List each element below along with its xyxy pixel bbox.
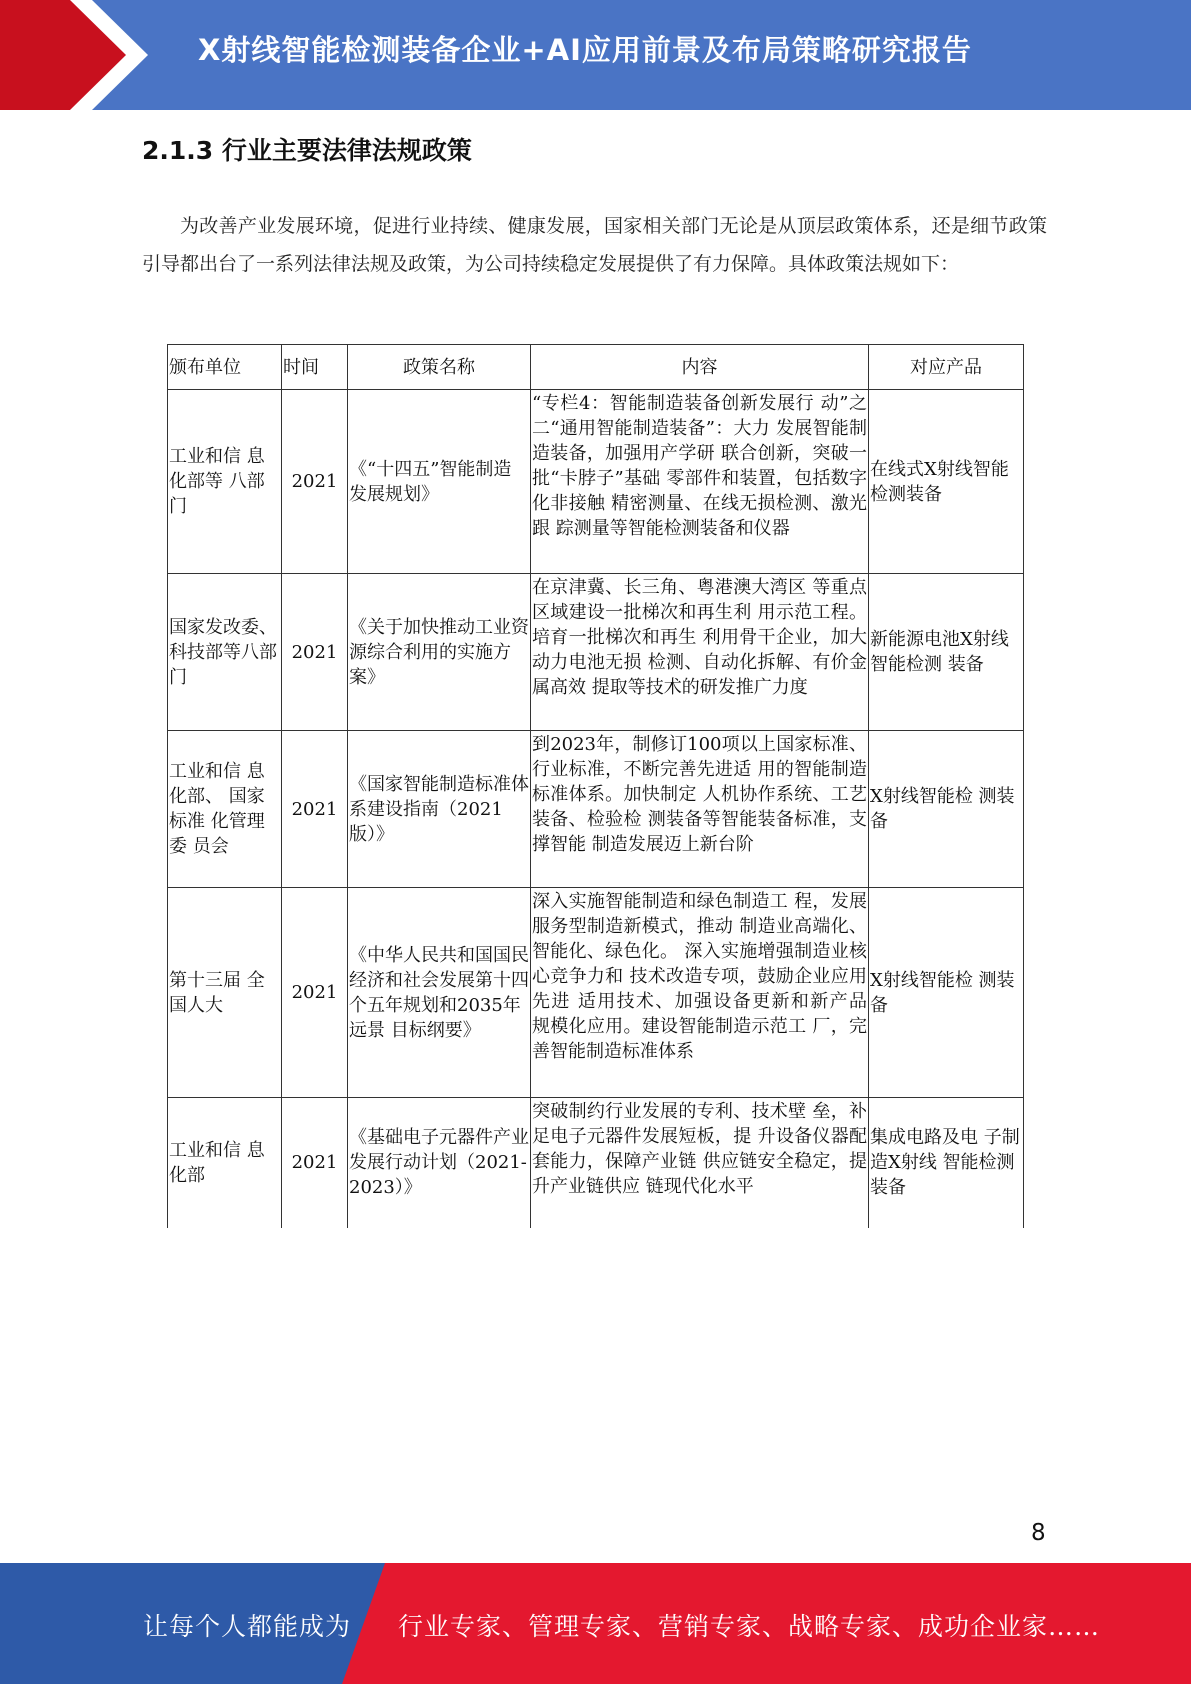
cell-product: X射线智能检 测装备 xyxy=(869,888,1024,1098)
cell-issuer: 工业和信 息化部、 国家标准 化管理委 员会 xyxy=(168,731,282,888)
cell-content: 到2023年，制修订100项以上国家标准、行业标准，不断完善先进适 用的智能制造标准体系。加快制定 人机协作系统、工艺装备、检验检 测装备等智能装备标准，支撑智能 制造发展迈上新台阶 xyxy=(531,731,869,888)
header-banner xyxy=(0,0,1191,110)
cell-content: 突破制约行业发展的专利、技术壁 垒，补足电子元器件发展短板，提 升设备仪器配套能力，保障产业链 供应链安全稳定，提升产业链供应 链现代化水平 xyxy=(531,1098,869,1228)
cell-policy-name: 《关于加快推动工业资源综合利用的实施方案》 xyxy=(348,574,531,731)
header-year: 时间 xyxy=(282,345,348,390)
page-number: 8 xyxy=(1031,1520,1046,1546)
intro-paragraph: 为改善产业发展环境，促进行业持续、健康发展，国家相关部门无论是从顶层政策体系，还是细节政策引导都出台了一系列法律法规及政策，为公司持续稳定发展提供了有力保障。具体政策法规如下： xyxy=(142,215,1047,275)
table-header-row xyxy=(168,345,1024,390)
cell-product: 在线式X射线智能检测装备 xyxy=(869,390,1024,574)
cell-issuer: 工业和信 息化部等 八部门 xyxy=(168,390,282,574)
footer-slogan-left: 让每个人都能成为 xyxy=(143,1612,352,1641)
table-row xyxy=(168,390,1024,574)
header-policy-name: 政策名称 xyxy=(348,345,531,390)
header-issuer: 颁布单位 xyxy=(168,345,282,390)
cell-year: 2021 xyxy=(282,1098,348,1228)
policy-table xyxy=(167,344,1024,1228)
cell-year: 2021 xyxy=(282,574,348,731)
footer-banner xyxy=(0,1563,1191,1684)
table-row xyxy=(168,888,1024,1098)
cell-policy-name: 《国家智能制造标准体系建设指南（2021版）》 xyxy=(348,731,531,888)
cell-year: 2021 xyxy=(282,888,348,1098)
table-row xyxy=(168,731,1024,888)
cell-issuer: 国家发改委、科技部等八部门 xyxy=(168,574,282,731)
cell-policy-name: 《中华人民共和国国民经济和社会发展第十四个五年规划和2035年远景 目标纲要》 xyxy=(348,888,531,1098)
header-product: 对应产品 xyxy=(869,345,1024,390)
cell-product: 新能源电池X射线智能检测 装备 xyxy=(869,574,1024,731)
cell-product: 集成电路及电 子制造X射线 智能检测装备 xyxy=(869,1098,1024,1228)
cell-year: 2021 xyxy=(282,731,348,888)
cell-product: X射线智能检 测装备 xyxy=(869,731,1024,888)
table-row xyxy=(168,574,1024,731)
report-title: X射线智能检测装备企业+AI应用前景及布局策略研究报告 xyxy=(198,33,972,67)
section-heading: 2.1.3 行业主要法律法规政策 xyxy=(142,136,472,165)
cell-year: 2021 xyxy=(282,390,348,574)
cell-policy-name: 《基础电子元器件产业发展行动计划（2021-2023）》 xyxy=(348,1098,531,1228)
cell-content: 在京津冀、长三角、粤港澳大湾区 等重点区域建设一批梯次和再生利 用示范工程。培育一批梯次和再生 利用骨干企业，加大动力电池无损 检测、自动化拆解、有价金属高效 提取等技术的研发推广力度 xyxy=(531,574,869,731)
cell-content: 深入实施智能制造和绿色制造工 程，发展服务型制造新模式，推动 制造业高端化、智能化、绿色化。 深入实施增强制造业核心竞争力和 技术改造专项，鼓励企业应用先进 适用技术、加强设备更新和新产品 规模化应用。建设智能制造示范工 厂，完善智能制造标准体系 xyxy=(531,888,869,1098)
cell-issuer: 工业和信 息化部 xyxy=(168,1098,282,1228)
cell-content: “专栏4：智能制造装备创新发展行 动”之二“通用智能制造装备”：大力 发展智能制造装备，加强用产学研 联合创新，突破一批“卡脖子”基础 零部件和装置，包括数字化非接触 精密测量、在线无损检测、激光跟 踪测量等智能检测装备和仪器 xyxy=(531,390,869,574)
cell-policy-name: 《“十四五”智能制造发展规划》 xyxy=(348,390,531,574)
header-content: 内容 xyxy=(531,345,869,390)
footer-slogan-right: 行业专家、管理专家、营销专家、战略专家、成功企业家…… xyxy=(398,1612,1101,1641)
table-row xyxy=(168,1098,1024,1228)
cell-issuer: 第十三届 全国人大 xyxy=(168,888,282,1098)
